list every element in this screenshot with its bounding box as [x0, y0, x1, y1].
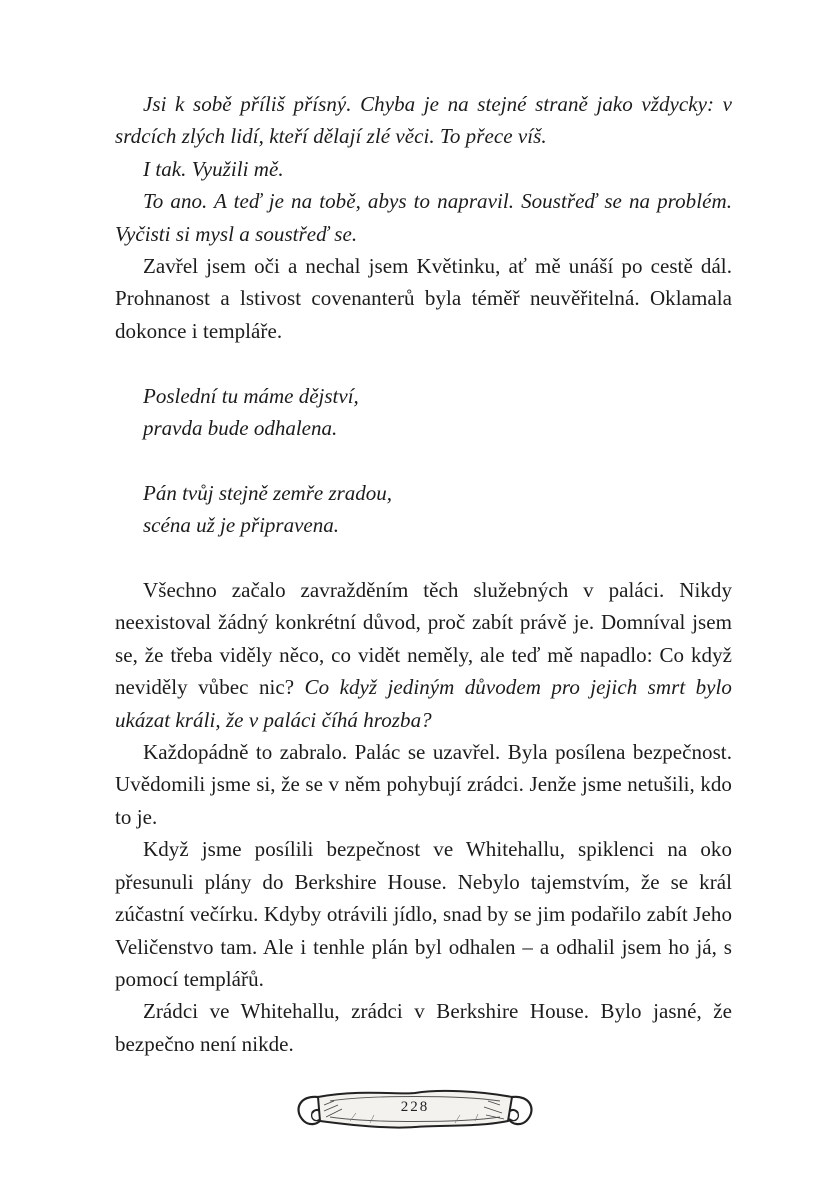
spacer — [115, 542, 732, 574]
page-number: 228 — [400, 1099, 430, 1115]
spacer — [115, 444, 732, 476]
verse-stanza-1 — [115, 380, 732, 445]
page-footer — [290, 1075, 540, 1145]
verse-line: Poslední tu máme dějství, — [143, 383, 359, 408]
paragraph-5-text: Všechno začalo zavražděním těch služebných v paláci. Nikdy neexistoval žádný konkrétní důvod, proč zabít právě je. Domníval jsem se, že třeba viděly něco, co vidět neměly, ale teď mě napadlo: Co když neviděly vůbec nic? — [115, 578, 732, 700]
verse-stanza-2 — [115, 477, 732, 542]
paragraph-7: Když jsme posílili bezpečnost ve Whitehallu, spiklenci na oko přesunuli plány do Berkshire House. Nebylo tajemstvím, že se král zúčastní večírku. Kdyby otrávili jídlo, snad by se jim podařilo zabít Jeho Veličenstvo tam. Ale i tenhle plán byl odhalen – a odhalil jsem ho já, s pomocí templářů. — [115, 837, 732, 991]
paragraph-6: Každopádně to zabralo. Palác se uzavřel. Byla posílena bezpečnost. Uvědomili jsme si, že se v něm pohybují zrádci. Jenže jsme netušili, kdo to je. — [115, 740, 732, 829]
paragraph-5 — [115, 574, 732, 736]
page-body — [115, 88, 732, 1060]
paragraph-8: Zrádci ve Whitehallu, zrádci v Berkshire House. Bylo jasné, že bezpečno není nikde. — [115, 999, 732, 1056]
paragraph-4: Zavřel jsem oči a nechal jsem Květinku, ať mě unáší po cestě dál. Prohnanost a lstivost covenanterů byla téměř neuvěřitelná. Oklamala dokonce i templáře. — [115, 254, 732, 343]
verse-line: pravda bude odhalena. — [143, 416, 338, 441]
verse-line: scéna už je připravena. — [143, 513, 339, 538]
verse-line: Pán tvůj stejně zemře zradou, — [143, 480, 393, 505]
paragraph-italic-1: Jsi k sobě příliš přísný. Chyba je na stejné straně jako vždycky: v srdcích zlých lidí, kteří dělají zlé věci. To přece víš. — [115, 92, 732, 149]
paragraph-italic-3: To ano. A teď je na tobě, abys to napravil. Soustřeď se na problém. Vyčisti si mysl a soustřeď se. — [115, 189, 732, 246]
spacer — [115, 347, 732, 379]
paragraph-italic-2: I tak. Využili mě. — [143, 156, 284, 181]
paragraph-5-italic: Co když jediným důvodem pro jejich smrt bylo ukázat králi, že v paláci číhá hrozba? — [115, 675, 732, 732]
